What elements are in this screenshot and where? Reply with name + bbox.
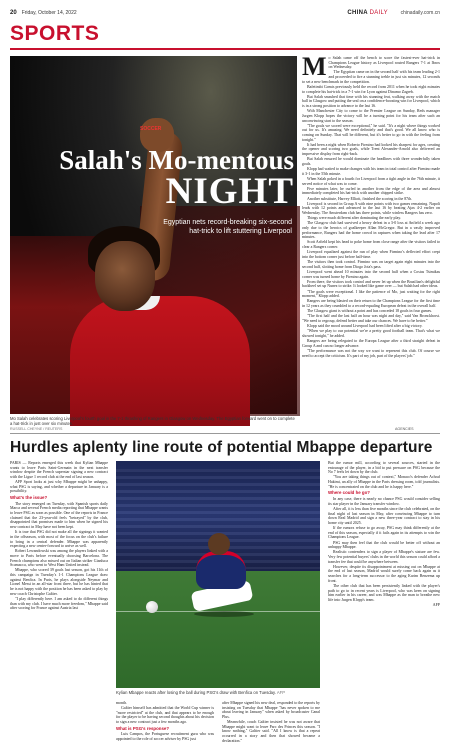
article2-paragraph: Robert Lewandowski was among the players linked with a move to Paris before eventually choosing Barcelona. The French champions also missed out on Italian striker Gianluca Scamacca, who went to West Ham United instead.	[10, 548, 108, 568]
feature-photo	[10, 56, 297, 414]
article2-paragraph: But the rumor mill, according to several sources, started in the entourage of the player, in a bid to put pressure on PSG because the No 7 feels let down by the club.	[328, 460, 440, 475]
feature-byline: AGENCIES	[395, 427, 414, 431]
article2-paragraph: Galtier himself has admitted that the World Cup winner is "more restricted" at the club, and that appears to be enough for the player to be having second thoughts about his decision to sign a new contract just a few months ago.	[116, 705, 214, 725]
feature-headline-line2: NIGHT	[165, 171, 294, 212]
feature-body-rest	[302, 70, 440, 358]
feature-paragraph: It had been a night when Roberto Firmino had looked his sharpest for ages, creating the opener and scoring two goals, while Trent Alexander-Arnold also delivered an impressive display from right-back.	[302, 141, 440, 157]
feature-paragraph: But Salah ensured he would dominate the headlines with three wonderfully taken goals.	[302, 156, 440, 166]
article2-paragraph: "I play differently here. I am asked to do different things than with my club. I have much more freedom," Mbappe said after scoring for France against Austria last	[10, 595, 108, 611]
article2-paragraph: Mbappe, who scored 39 goals last season, got his 11th of this campaign in Tuesday's 1-1 Champions League draw against Benfica. In Paris, he plays alongside Neymar and Lionel Messi in an all-star front three, but he has hinted that he is not happy with the position he has been asked to play by new coach Christophe Galtier.	[10, 567, 108, 596]
article2-paragraph: after Mbappe signed his new deal, responded to the reports by insisting on Tuesday that Mbappe "has never spoken to me about leaving in January" when asked by broadcaster Canal Plus.	[222, 700, 320, 719]
website-url: chinadaily.com.cn	[400, 10, 440, 16]
feature-paragraph: Bafetimbi Gomis previously held the record from 2011 when he took eight minutes to complete his hat-trick in a 7-1 win for Lyon against Dinamo Zagreb.	[302, 83, 440, 94]
drop-cap: M	[302, 52, 327, 81]
issue-date: Friday, October 14, 2022	[21, 10, 77, 16]
feature-paragraph: When Salah poked in a fourth for Liverpool from a tight angle in the 76th minute, it served notice of what was to come.	[302, 175, 440, 186]
article2-subhead: Where could he go?	[328, 490, 370, 496]
feature-paragraph: Liverpool equalized against the run of play when Firmino's deflected effort crept into the bottom corner just before half-time.	[302, 249, 440, 259]
feature-paragraph: The Glasgow club had survived a heavy defeat in a 3-0 loss at Anfield a week ago only due to the heroics of goalkeeper Allan McGregor. But in a vastly improved performance, Rangers had the home crowd in raptures when taking the lead after 17 minutes.	[302, 220, 440, 240]
article2-subhead: What is PSG's response?	[116, 725, 170, 731]
feature-paragraph: With Manchester City to come to the Premier League on Sunday, Reds manager Jurgen Klopp hopes the victory will be a turning point for his team after such an unconvincing start to the season.	[302, 108, 440, 123]
feature-paragraph: Liverpool went ahead 10 minutes into the second half when a Costas Tsimikas corner was turned home by Firmino again.	[302, 268, 440, 279]
article2-paragraph: PSG may then feel that the club would be better off without an unhappy Mbappe.	[328, 539, 440, 550]
feature-photo-credit: RUSSELL CHEYNE / REUTERS	[10, 427, 63, 431]
player-head	[208, 533, 230, 555]
article2-headline: Hurdles aplenty line route of potential Mbappe departure	[10, 439, 433, 456]
article2-paragraph: Luis Campos, the Portuguese recruitment guru who was appointed to the role of soccer adviser by PSG just	[116, 731, 214, 742]
photo-player	[186, 531, 256, 611]
article2-paragraph: Realistic contenders to sign a player of Mbappe's stature are few. Very few potential buyers' clubs in the world this season could afford a transfer fee that could be anywhere between.	[328, 549, 440, 564]
feature-paragraph: Klopp had waited to make changes with his team in total control after Firmino made it 3-1 in the 55th minute.	[302, 166, 440, 176]
article2-paragraph: After all, it is less than five months since the club celebrated, on the final night of last season in May, after convincing Mbappe to turn down Real Madrid and sign a new three-year contract to stay in his home city until 2025.	[328, 505, 440, 525]
feature-paragraph: "The performance was not the way we want to represent this club. Of course we need to accept the criticism. It's part of my job, part of the players' job."	[302, 347, 440, 358]
player-shadow	[194, 611, 254, 617]
section-rule	[10, 48, 440, 50]
article2-caption-text: Kylian Mbappe reacts after losing the ball during PSG's draw with Benfica on Tuesday.	[116, 690, 276, 695]
feature-paragraph: "The first half and the last half an hour was night and day," said Van Bronckhorst. "We need to regroup, defend better and take our chances. We have to be better."	[302, 313, 440, 323]
section-divider	[10, 433, 440, 434]
article2-paragraph: However, despite its disappointment at missing out on Mbappe at the end of last season, Madrid would surely come back again as it searches for a long-term successor to the aging Karim Benzema up front.	[328, 563, 440, 583]
feature-paragraph: "The goals were exceptional. I like the patience of Mo, just waiting for the right moment," Klopp added.	[302, 288, 440, 299]
article2-column-4	[328, 461, 440, 737]
feature-paragraph: Another substitute, Harvey Elliott, finished the scoring in the 87th.	[307, 195, 413, 201]
masthead-light: DAILY	[369, 10, 388, 16]
article2-paragraph: month.	[116, 700, 128, 705]
article2-paragraph: It is true that PSG did not make all the signings it wanted in the offseason, with most of the focus on the club's failure to bring in a central defender. Mbappe was apparently expecting a new center-forward to arrive as well.	[10, 529, 108, 549]
feature-photo-caption: Mo Salah celebrates scoring Liverpool's fourth goal in the 7-1 thrashing of Rangers in Glasgow on Wednesday. The Egyptian forward went on to complete a hat-trick in just over six minutes.	[10, 416, 295, 427]
masthead	[347, 10, 388, 16]
feature-paragraph: Five minutes later, he curled in another from the edge of the area and almost immediately completed his hat-trick with another chipped strike.	[302, 185, 440, 196]
article2-subhead: What's the issue?	[10, 495, 48, 501]
feature-paragraph: "The goals we scored were exceptional," he said. "It's a night where things worked out for us. It's amazing. We need definitely and that's good. We all know who is coming on Sunday. That will be different, but it's better to go in with the feeling from tonight."	[302, 122, 440, 142]
page-number: 20	[10, 10, 17, 16]
feature-paragraph: Things were much different after dominating the early play.	[307, 215, 402, 221]
article2-paragraph: PARIS — Reports emerged this week that Kylian Mbappe wants to leave Paris Saint-Germain in the next transfer window despite the French superstar signing a new contract with the Ligue 1 record club at the end of last season.	[10, 460, 108, 479]
player-torso	[196, 551, 246, 589]
feature-headline-line1: Salah's Mo-mentous	[59, 145, 294, 175]
article2-photo-caption	[116, 690, 320, 695]
article2-byline: AFP	[432, 602, 440, 608]
soccer-ball	[146, 601, 158, 613]
feature-paragraph: Scott Arfield kept his head to poke home from close range after the visitors failed to clear a Rangers corner.	[302, 239, 440, 250]
feature-paragraph: Liverpool is second in Group A with nine points with two games remaining. Napoli leads with 12 points and advanced to the last 16 by beating Ajax 4-2 earlier on Wednesday. The Amsterdam club has three points, while winless Rangers has zero.	[302, 200, 440, 215]
feature-paragraph: But Salah smashed that time with his stunning feat, walking away with the match ball in Glasgow and putting the seal on a confidence-boosting win for Liverpool, which is in a strong position to advance to the last 16.	[302, 93, 440, 109]
player-head	[95, 241, 155, 311]
article2-photo-credit: AFP	[276, 690, 286, 695]
article2-column-2	[116, 700, 214, 742]
feature-paragraph: The Egyptian came on in the second half with his team leading 2-1 and proceeded to fire a stunning treble in just six minutes, 12 seconds to set a new benchmark in the competition.	[302, 69, 440, 84]
player-jersey	[70, 296, 250, 426]
feature-deck: Egyptian nets record-breaking six-second hat-trick to lift stuttering Liverpool	[163, 219, 292, 235]
article2-paragraph: "You are taking things out of context," Monaco's defender Achraf Hakimi, an ally of Mbappe in the Paris dressing room, told journalists. "He is concentrated on the club and he is happy here."	[328, 474, 440, 489]
article2-paragraph: The story emerged on Tuesday, with Spanish sports daily Marca and several French media reporting that Mbappe wants to leave PSG as soon as possible. One of the reports in France claimed that the 23-year-old feels "betrayed" by the club, disappointed that promises made to him when he signed his new contract in May have not been kept.	[10, 500, 108, 530]
masthead-bold: CHINA	[347, 10, 368, 16]
photo-board-text: SOCCER	[140, 126, 162, 132]
article2-paragraph: In any case, there is nearly no chance PSG would consider selling its star player in the January transfer window.	[328, 496, 440, 506]
section-title: SPORTS	[10, 22, 100, 45]
feature-article-body	[302, 52, 440, 426]
article2-paragraph: Meanwhile, coach Galtier insisted he was not aware that Mbappe might want to leave Parc des Princes this season. "I know nothing," Galtier said. "All I know is that a repeat occurred in a story and then that showed became a declaration."	[222, 719, 320, 743]
feature-paragraph: The visitors then took control. Firmino was on target again eight minutes into the second half, slotting home from Diogo Jota's pass.	[302, 259, 440, 269]
feature-paragraph: The Glasgow giant is without a point and has conceded 18 goals in four games.	[307, 308, 432, 314]
article2-paragraph: The other club that has been persistently linked with the player's path to go to in recent years is Liverpool, who was keen on signing him earlier in his career, and was Mbappe as the man to breathe new life into Jurgen Klopp's team.	[328, 582, 440, 602]
feature-paragraph: From there, the visitors took control and never let up when the Brazilian's delightful backheel set up Nunez to strike. It looked like game over — but Salah had other ideas.	[302, 278, 440, 289]
feature-paragraph: "When we play to our potential we're a pretty good football team. That's what we showed tonight," he added.	[302, 328, 440, 338]
feature-paragraph: o Salah came off the bench to score the fastest-ever hat-trick in Champions League history as Liverpool routed Rangers 7-1 at Ibrox on Wednesday.	[328, 55, 440, 70]
page-header	[10, 7, 440, 19]
feature-paragraph: Klopp said the mood around Liverpool had been lifted after a big victory.	[307, 323, 423, 329]
feature-paragraph: Rangers are being relegated to the Europa League after a third straight defeat in Group A and can no longer advance.	[302, 338, 440, 348]
article2-paragraph: AFP Sport looks at just why Mbappe might be unhappy, what PSG is saying, and whether a departure in January is a possibility.	[10, 479, 108, 494]
article2-photo	[116, 461, 320, 688]
article2-column-3	[222, 700, 320, 743]
article2-paragraph: If the rumors refuse to go away, PSG may think differently at the end of this season, especially if it fails again in its attempts to win the Champions League.	[328, 525, 440, 540]
feature-paragraph: Rangers are being blasted on their return to the Champions League for the first time in 12 years as they crumbled to a record-equaling European defeat in the overall half.	[302, 298, 440, 308]
feature-headline	[42, 146, 294, 210]
article2-column-1	[10, 461, 108, 737]
